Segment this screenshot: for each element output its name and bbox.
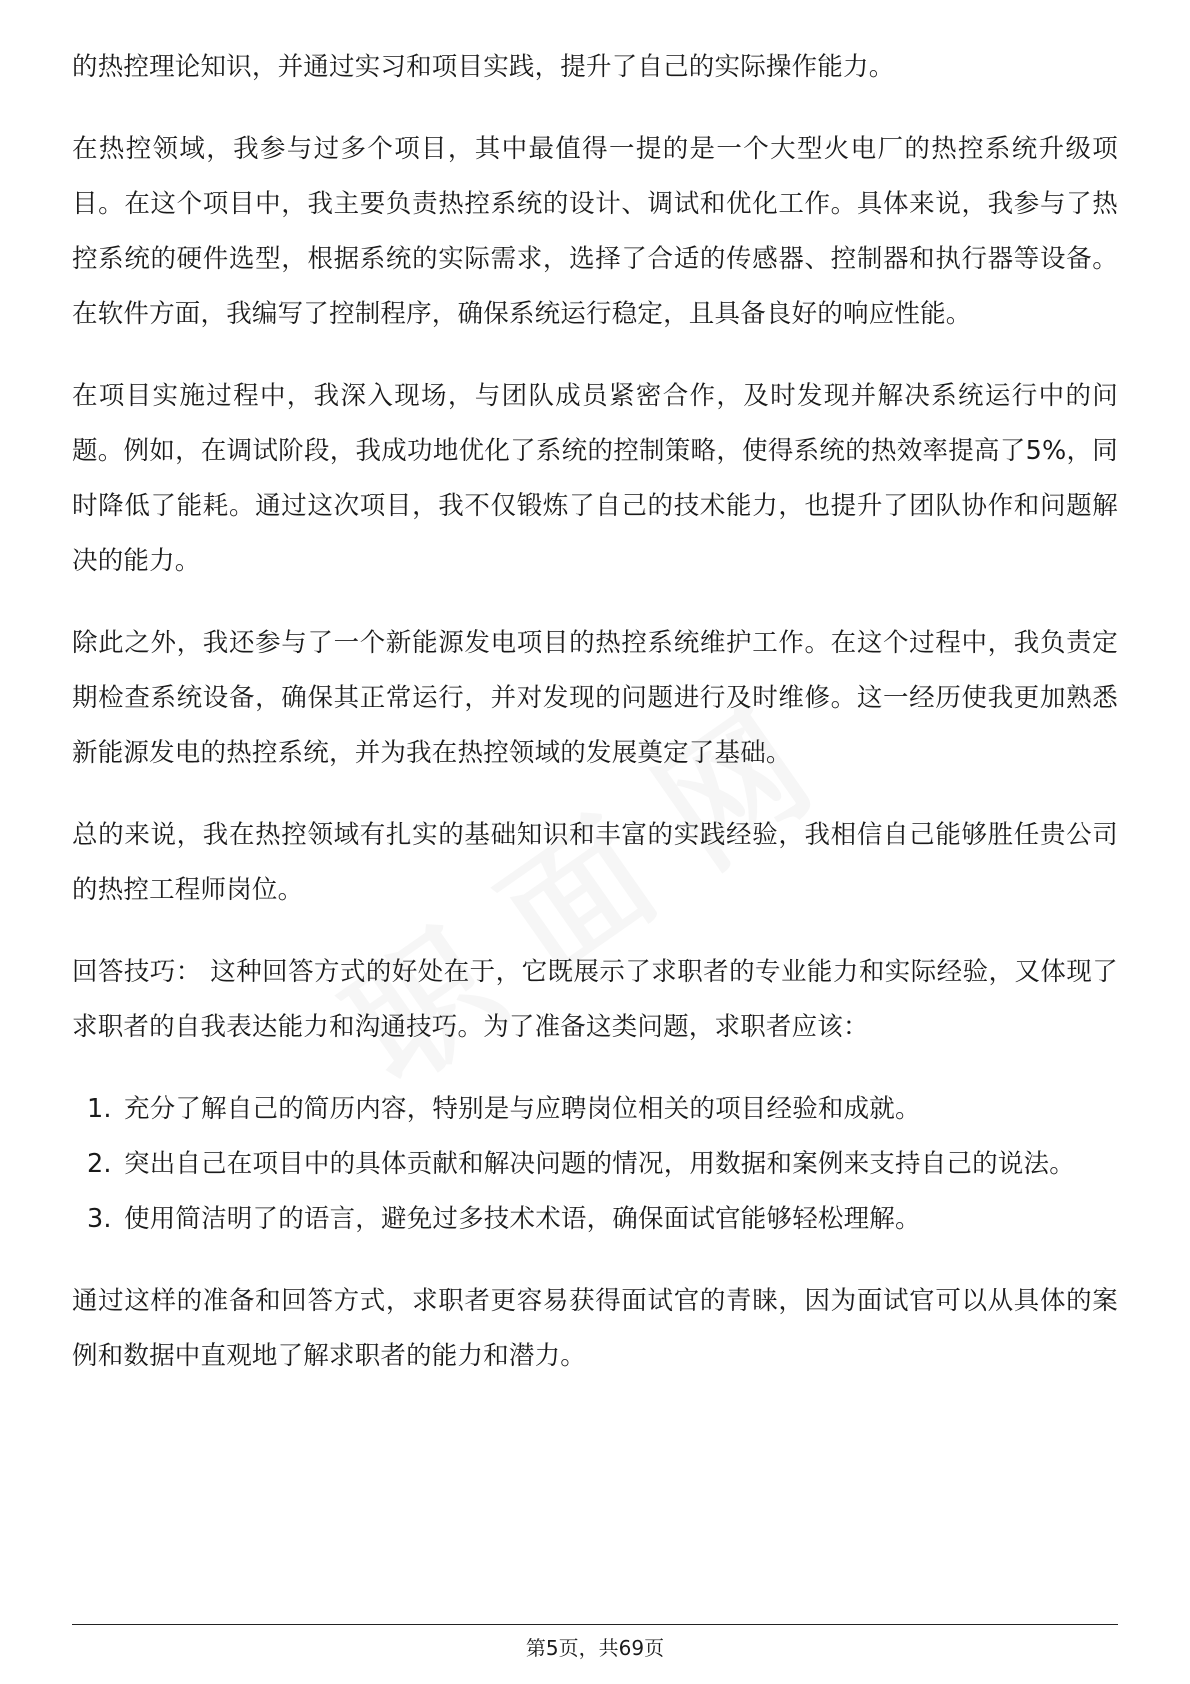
list-item-number: 2. (87, 1149, 112, 1179)
page-number: 第5页，共69页 (525, 1636, 665, 1660)
list-item-number: 1. (87, 1094, 112, 1124)
document-body (72, 40, 1118, 1411)
footer-divider (72, 1624, 1118, 1625)
list-item-text: 充分了解自己的简历内容，特别是与应聘岗位相关的项目经验和成就。 (124, 1094, 921, 1124)
list-item-text: 使用简洁明了的语言，避免过多技术术语，确保面试官能够轻松理解。 (124, 1204, 921, 1234)
list-item (72, 1137, 1118, 1192)
list-item-number: 3. (87, 1204, 112, 1234)
paragraph-closing: 通过这样的准备和回答方式，求职者更容易获得面试官的青睐，因为面试官可以从具体的案例和数据中直观地了解求职者的能力和潜力。 (72, 1286, 1118, 1371)
list-item-text: 突出自己在项目中的具体贡献和解决问题的情况，用数据和案例来支持自己的说法。 (124, 1149, 1075, 1179)
paragraph-project-overview: 在热控领域，我参与过多个项目，其中最值得一提的是一个大型火电厂的热控系统升级项目。在这个项目中，我主要负责热控系统的设计、调试和优化工作。具体来说，我参与了热控系统的硬件选型，根据系统的实际需求，选择了合适的传感器、控制器和执行器等设备。在软件方面，我编写了控制程序，确保系统运行稳定，且具备良好的响应性能。 (72, 134, 1118, 329)
paragraph-intro-continuation: 的热控理论知识，并通过实习和项目实践，提升了自己的实际操作能力。 (72, 52, 895, 82)
tips-list (72, 1082, 1118, 1247)
paragraph-answer-tips: 回答技巧： 这种回答方式的好处在于，它既展示了求职者的专业能力和实际经验，又体现了求职者的自我表达能力和沟通技巧。为了准备这类问题，求职者应该： (72, 957, 1118, 1042)
list-item (72, 1082, 1118, 1137)
paragraph-project-implementation: 在项目实施过程中，我深入现场，与团队成员紧密合作，及时发现并解决系统运行中的问题。例如，在调试阶段，我成功地优化了系统的控制策略，使得系统的热效率提高了5%，同时降低了能耗。通过这次项目，我不仅锻炼了自己的技术能力，也提升了团队协作和问题解决的能力。 (72, 381, 1118, 576)
list-item (72, 1192, 1118, 1247)
paragraph-summary: 总的来说，我在热控领域有扎实的基础知识和丰富的实践经验，我相信自己能够胜任贵公司的热控工程师岗位。 (72, 820, 1118, 905)
paragraph-new-energy-project: 除此之外，我还参与了一个新能源发电项目的热控系统维护工作。在这个过程中，我负责定期检查系统设备，确保其正常运行，并对发现的问题进行及时维修。这一经历使我更加熟悉新能源发电的热控系统，并为我在热控领域的发展奠定了基础。 (72, 628, 1118, 768)
